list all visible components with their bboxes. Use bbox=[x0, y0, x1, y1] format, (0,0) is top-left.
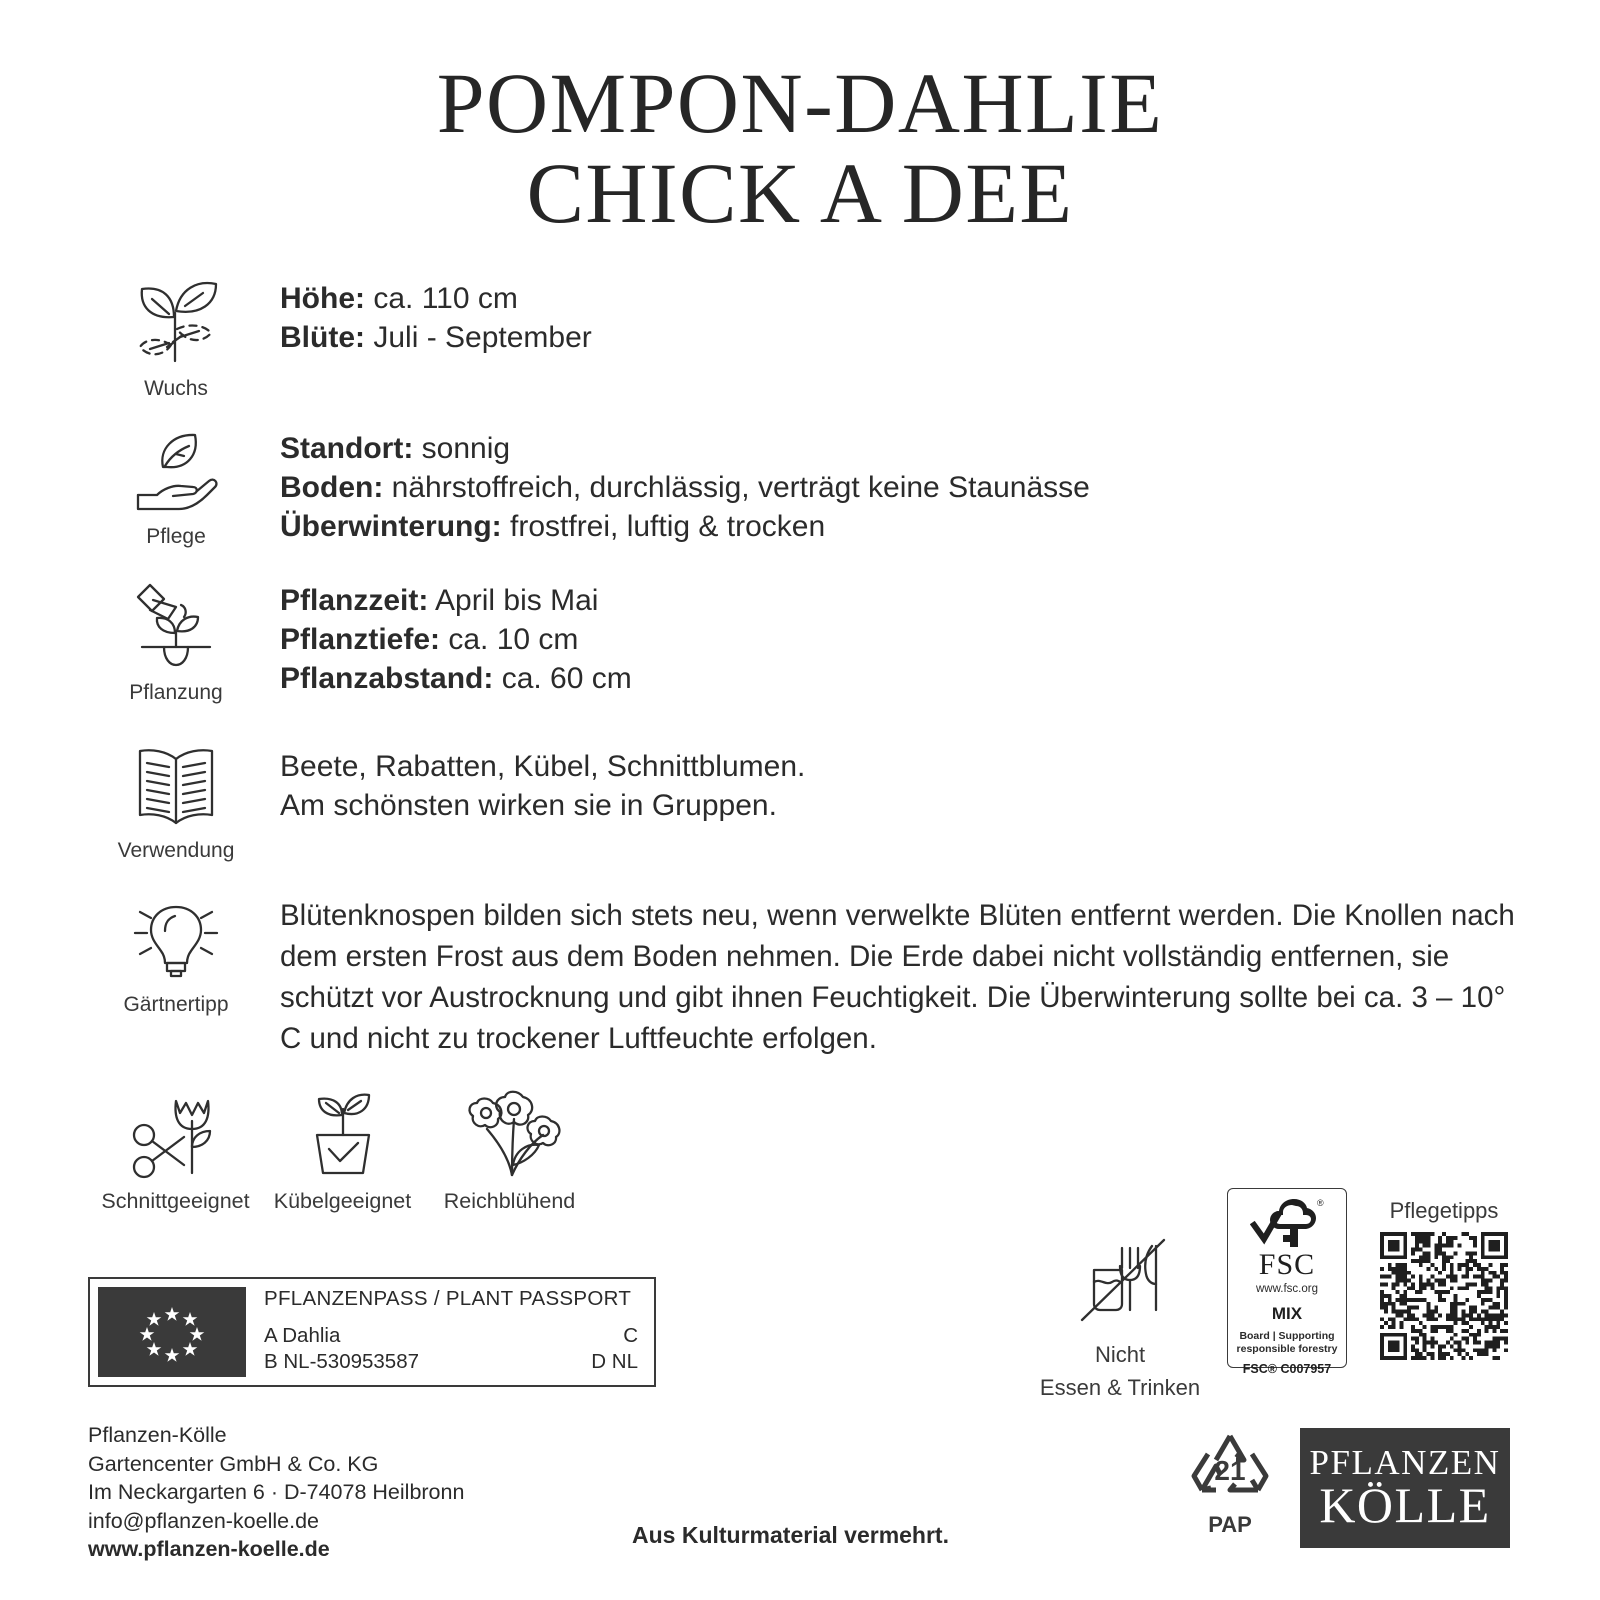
pflanzung-value-1: ca. 10 cm bbox=[448, 622, 579, 656]
passport-rows bbox=[264, 1323, 642, 1375]
section-verwendung bbox=[0, 741, 1600, 863]
plant-growth-icon bbox=[123, 273, 229, 371]
open-book-icon bbox=[126, 741, 226, 833]
lightbulb-icon bbox=[123, 889, 229, 987]
fsc-tree-check-icon bbox=[1250, 1197, 1324, 1249]
section-pflege bbox=[0, 423, 1600, 549]
pflege-label-1: Boden: bbox=[280, 470, 384, 504]
property-caption-0: Schnittgeeignet bbox=[101, 1188, 250, 1213]
no-eat-drink-line-1: Nicht bbox=[1094, 1342, 1146, 1367]
verwendung-icon-cell bbox=[96, 741, 256, 863]
passport-a-left: A Dahlia bbox=[264, 1324, 341, 1347]
many-flowers-icon bbox=[455, 1085, 565, 1181]
property-caption-1: Kübelgeeignet bbox=[273, 1188, 412, 1213]
pflanzung-line-1 bbox=[280, 620, 632, 659]
address-line-1: Pflanzen-Kölle bbox=[88, 1423, 227, 1447]
pflege-label-0: Standort: bbox=[280, 431, 414, 465]
wuchs-icon-cell bbox=[96, 273, 256, 401]
watering-can-seedling-icon bbox=[120, 575, 232, 675]
passport-b-right: D NL bbox=[591, 1350, 638, 1373]
verwendung-line-1: Am schönsten wirken sie in Gruppen. bbox=[280, 788, 777, 822]
pflege-value-2: frostfrei, luftig & trocken bbox=[510, 509, 826, 543]
address-line-3: Im Neckargarten 6 · D-74078 Heilbronn bbox=[88, 1480, 465, 1504]
wuchs-line-0 bbox=[280, 279, 592, 318]
brand-line-2: KÖLLE bbox=[1319, 1477, 1491, 1534]
wuchs-text bbox=[256, 273, 592, 357]
no-eat-drink-line-2: Essen & Trinken bbox=[1039, 1375, 1201, 1400]
pflanzung-label-1: Pflanztiefe: bbox=[280, 622, 441, 656]
pflege-label-2: Überwinterung: bbox=[280, 509, 502, 543]
fsc-url: www.fsc.org bbox=[1256, 1283, 1318, 1295]
pflanzung-value-0: April bis Mai bbox=[435, 583, 599, 617]
address-line-2: Gartencenter GmbH & Co. KG bbox=[88, 1451, 379, 1476]
fsc-desc-line-1: Board | Supporting bbox=[1239, 1330, 1335, 1342]
property-schnittgeeignet bbox=[92, 1085, 259, 1214]
gaertnertipp-text: Blütenknospen bilden sich stets neu, wenn verwelkte Blüten entfernt werden. Die Knollen nach dem ersten Frost aus dem Boden nehmen. Die Erde dabei nicht vollständig entfernen, sie schützt vor Austrocknung und gibt ihnen Feuchtigkeit. Die Überwinterung sollte bei ca. 3 – 10° C und nicht zu trockener Luftfeuchte erfolgen. bbox=[280, 898, 1515, 1055]
passport-row-b bbox=[264, 1349, 642, 1375]
address-website[interactable]: www.pflanzen-koelle.de bbox=[88, 1537, 330, 1561]
section-pflanzung bbox=[0, 575, 1600, 705]
gaertnertipp-icon-cell bbox=[96, 889, 256, 1017]
property-caption-2: Reichblühend bbox=[443, 1188, 576, 1213]
qr-code[interactable] bbox=[1380, 1232, 1508, 1360]
title-line-2: CHICK A DEE bbox=[526, 145, 1074, 242]
eu-flag-icon bbox=[98, 1287, 246, 1377]
title-line-1: POMPON-DAHLIE bbox=[436, 55, 1164, 151]
potted-plant-check-icon bbox=[295, 1085, 391, 1181]
wuchs-caption: Wuchs bbox=[144, 376, 208, 400]
hand-leaf-care-icon bbox=[123, 423, 229, 519]
recycling-label: PAP bbox=[1208, 1512, 1252, 1537]
pflanzung-value-2: ca. 60 cm bbox=[501, 661, 632, 695]
pflanzung-label-0: Pflanzzeit: bbox=[280, 583, 429, 617]
passport-text bbox=[246, 1287, 646, 1377]
fsc-code: FSC® C007957 bbox=[1242, 1362, 1332, 1376]
plant-passport bbox=[88, 1277, 656, 1387]
passport-b-left: B NL-530953587 bbox=[264, 1350, 420, 1373]
fsc-desc-line-2: responsible forestry bbox=[1236, 1342, 1338, 1355]
recycling-number: 21 bbox=[1214, 1455, 1246, 1486]
no-eating-drinking-icon bbox=[1060, 1228, 1180, 1336]
pflege-caption: Pflege bbox=[146, 524, 206, 548]
recycling-pap-icon bbox=[1180, 1428, 1280, 1514]
wuchs-value-1: Juli - September bbox=[373, 320, 592, 354]
recycling-block bbox=[1178, 1428, 1282, 1538]
pflege-line-2 bbox=[280, 507, 1090, 546]
gaertnertipp-caption: Gärtnertipp bbox=[123, 992, 229, 1016]
verwendung-text bbox=[256, 741, 805, 825]
pflege-text bbox=[256, 423, 1090, 546]
pflanzung-caption: Pflanzung bbox=[129, 680, 223, 704]
property-icons bbox=[0, 1085, 1600, 1214]
pflege-icon-cell bbox=[96, 423, 256, 549]
pflege-value-0: sonnig bbox=[421, 431, 511, 465]
pflanzung-label-2: Pflanzabstand: bbox=[280, 661, 494, 695]
fsc-label bbox=[1227, 1188, 1347, 1376]
wuchs-label-0: Höhe: bbox=[280, 281, 365, 315]
pflanzung-line-0 bbox=[280, 581, 632, 620]
brand-line-1: PFLANZEN bbox=[1309, 1442, 1501, 1482]
info-sections bbox=[0, 273, 1600, 1059]
passport-row-a bbox=[264, 1323, 642, 1349]
company-address bbox=[88, 1421, 464, 1564]
pflanzung-text bbox=[256, 575, 632, 698]
fsc-grade: MIX bbox=[1271, 1304, 1303, 1323]
pflege-value-1: nährstoffreich, durchlässig, verträgt keine Staunässe bbox=[391, 470, 1090, 504]
passport-a-right: C bbox=[623, 1324, 638, 1347]
no-eat-drink-block bbox=[1020, 1228, 1220, 1402]
svg-text:®: ® bbox=[1317, 1198, 1324, 1208]
care-tips-qr-block bbox=[1370, 1198, 1518, 1360]
property-kuebelgeeignet bbox=[259, 1085, 426, 1214]
gaertnertipp-text-cell bbox=[256, 889, 1525, 1059]
verwendung-caption: Verwendung bbox=[117, 838, 235, 862]
pflege-line-0 bbox=[280, 429, 1090, 468]
qr-label: Pflegetipps bbox=[1389, 1198, 1499, 1223]
section-wuchs bbox=[0, 273, 1600, 401]
fsc-description bbox=[1228, 1330, 1346, 1355]
pflege-line-1 bbox=[280, 468, 1090, 507]
kulturmaterial-note: Aus Kulturmaterial vermehrt. bbox=[632, 1522, 949, 1548]
passport-heading: PFLANZENPASS / PLANT PASSPORT bbox=[264, 1287, 632, 1310]
verwendung-line-0: Beete, Rabatten, Kübel, Schnittblumen. bbox=[280, 749, 806, 783]
page-title bbox=[0, 0, 1600, 242]
pflanzung-line-2 bbox=[280, 659, 632, 698]
scissors-tulip-icon bbox=[122, 1085, 230, 1181]
pflanzung-icon-cell bbox=[96, 575, 256, 705]
fsc-wordmark: FSC bbox=[1258, 1248, 1316, 1281]
wuchs-label-1: Blüte: bbox=[280, 320, 365, 354]
section-gaertnertipp bbox=[0, 889, 1600, 1059]
property-reichbluehend bbox=[426, 1085, 593, 1214]
brand-logo bbox=[1300, 1428, 1510, 1548]
address-email: info@pflanzen-koelle.de bbox=[88, 1508, 319, 1533]
wuchs-line-1 bbox=[280, 318, 592, 357]
wuchs-value-0: ca. 110 cm bbox=[373, 281, 518, 315]
